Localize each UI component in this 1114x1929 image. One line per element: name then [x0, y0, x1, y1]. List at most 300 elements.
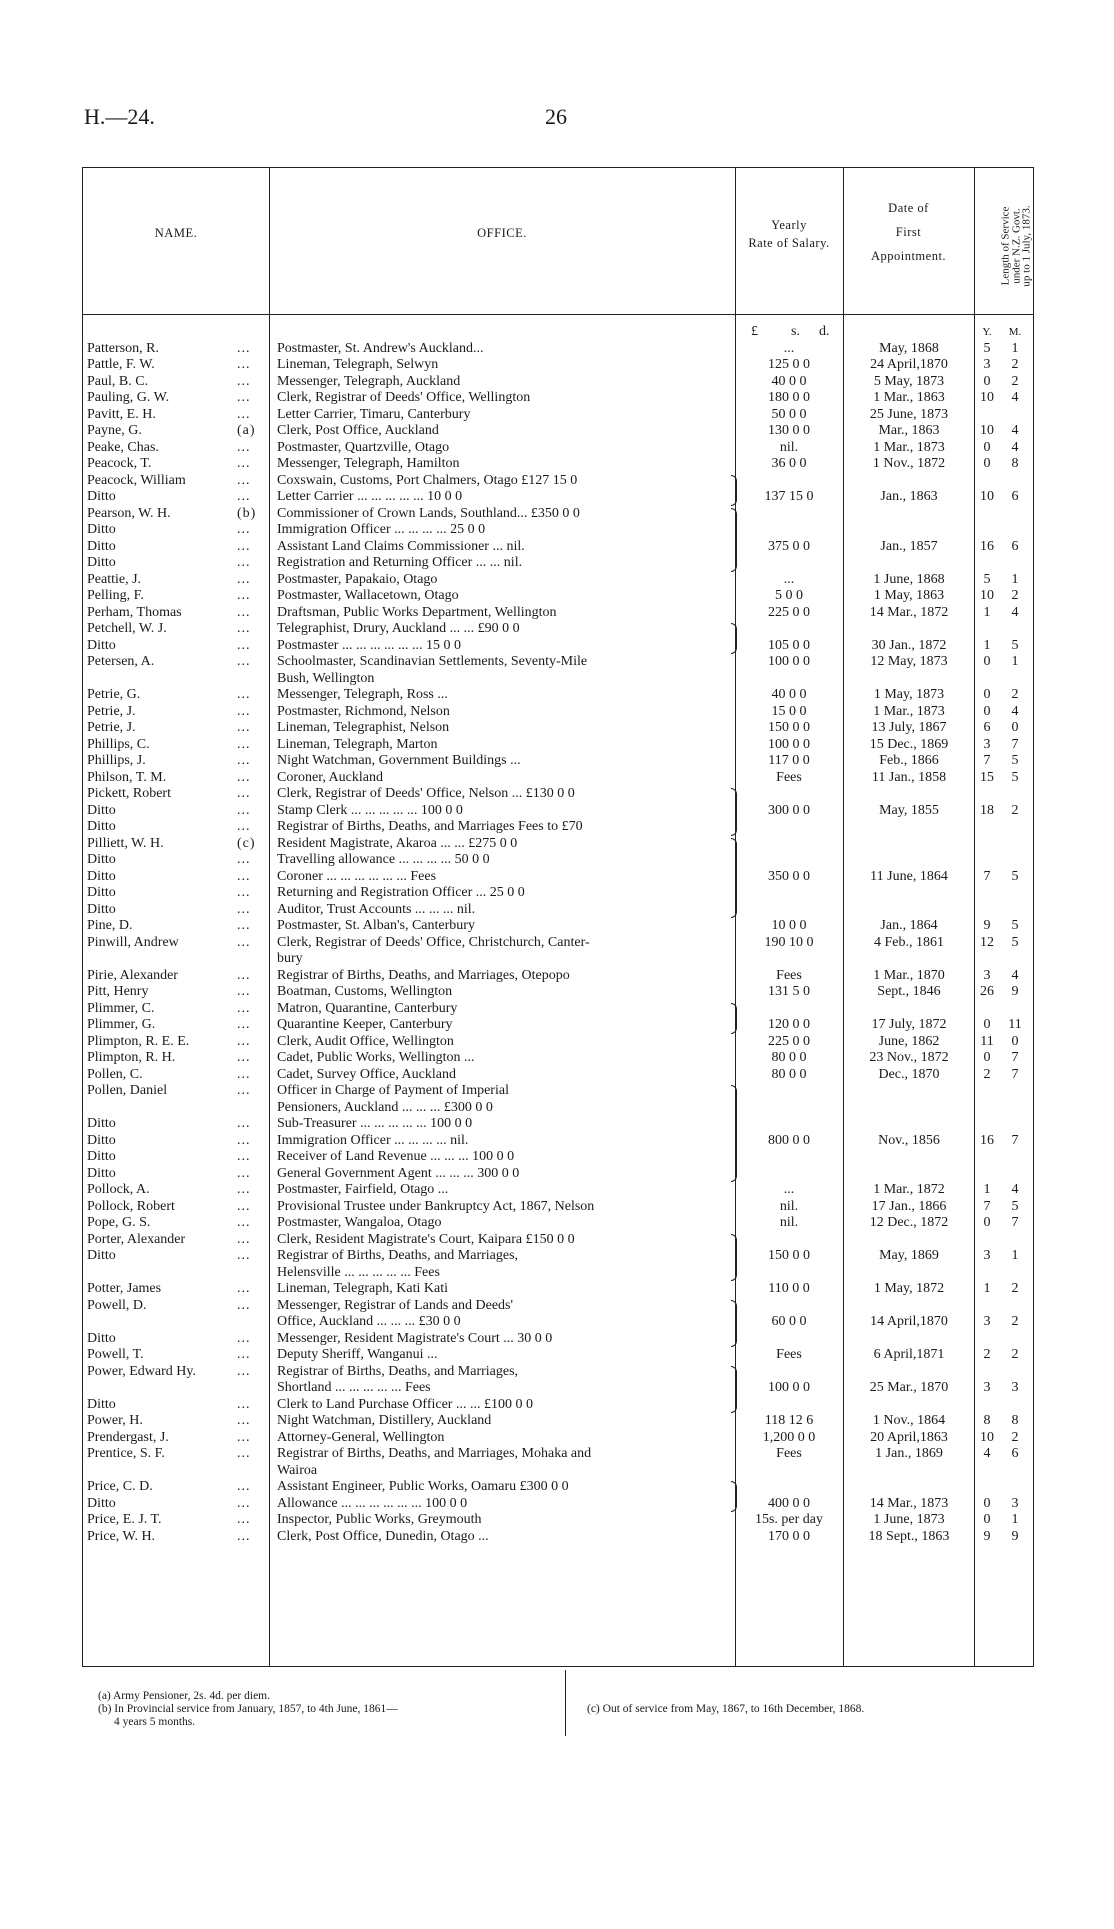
name-cell: Pine, D.: [87, 918, 133, 933]
service-years-cell: 0: [983, 439, 991, 455]
table-body: [83, 324, 1033, 1545]
name-cell: Porter, Alexander: [87, 1231, 186, 1247]
table-row: [83, 1133, 1033, 1150]
service-months-cell: 7: [1011, 1050, 1019, 1065]
footnote-b: (b) In Provincial service from January, 1857, to 4th June, 1861—: [98, 1703, 398, 1715]
name-cell: Payne, G.: [87, 423, 142, 438]
grouping-brace: [731, 1300, 737, 1348]
service-years-cell: 0: [983, 703, 991, 719]
name-cell: Ditto: [87, 538, 116, 554]
table-row: [83, 770, 1033, 787]
date-cell: 4 Feb., 1861: [874, 934, 944, 950]
office-cell: Sub-Treasurer ... ... ... ... ... 100 0 0: [277, 1116, 473, 1131]
date-cell: 1 Mar., 1873: [873, 703, 945, 719]
date-cell: May, 1868: [879, 340, 939, 356]
date-cell: 15 Dec., 1869: [869, 736, 949, 752]
table-row: [83, 1331, 1033, 1348]
name-cell: Pavitt, E. H.: [87, 406, 156, 422]
service-years-cell: 1: [983, 604, 991, 620]
office-cell: Bush, Wellington: [277, 670, 375, 686]
service-months-cell: 4: [1011, 390, 1019, 405]
name-note-cell: ...: [237, 390, 251, 405]
salary-cell: Fees: [776, 1347, 802, 1362]
salary-cell: 110 0 0: [768, 1281, 810, 1296]
name-note-cell: ...: [237, 736, 251, 752]
table-row: [83, 1496, 1033, 1513]
service-years-cell: 1: [983, 637, 991, 653]
service-months-cell: 4: [1011, 1182, 1019, 1197]
service-months-cell: 2: [1011, 373, 1019, 389]
name-cell: Ditto: [87, 1116, 116, 1131]
name-cell: Ditto: [87, 1330, 116, 1346]
table-row: [83, 836, 1033, 853]
office-cell: Allowance ... ... ... ... ... ... 100 0 0: [277, 1495, 468, 1511]
salary-cell: 40 0 0: [771, 687, 807, 702]
table-row: [83, 473, 1033, 490]
service-months-cell: 1: [1011, 1248, 1019, 1263]
date-cell: Jan., 1857: [880, 538, 938, 554]
service-months-cell: 4: [1011, 423, 1019, 438]
name-cell: Ditto: [87, 1132, 116, 1148]
salary-cell: nil.: [779, 1215, 799, 1230]
name-cell: Power, H.: [87, 1413, 143, 1428]
date-header-line: Date of: [888, 201, 929, 215]
service-years-cell: 0: [983, 1215, 991, 1230]
service-months-cell: 4: [1011, 703, 1019, 719]
name-note-cell: ...: [237, 1429, 251, 1445]
name-cell: Pollen, Daniel: [87, 1083, 168, 1098]
service-years-cell: 0: [983, 687, 991, 702]
office-cell: Registration and Returning Officer ... ... nil.: [277, 555, 523, 570]
table-row: [83, 968, 1033, 985]
table-row: [83, 1050, 1033, 1067]
date-cell: 13 July, 1867: [871, 720, 947, 735]
service-years-cell: 10: [980, 390, 994, 405]
service-years-cell: 0: [983, 1017, 991, 1032]
name-cell: Petrie, J.: [87, 703, 136, 719]
date-cell: 1 May, 1873: [873, 687, 945, 702]
table-row: [83, 819, 1033, 836]
grouping-brace: [731, 1234, 737, 1282]
table-row: [83, 786, 1033, 803]
name-cell: Phillips, C.: [87, 736, 150, 752]
table-row: [83, 374, 1033, 391]
name-note-cell: ...: [237, 1050, 251, 1065]
service-years-cell: 16: [980, 538, 994, 554]
name-cell: Price, C. D.: [87, 1479, 153, 1494]
table-row: [83, 1149, 1033, 1166]
table-row: [83, 803, 1033, 820]
salary-cell: 100 0 0: [768, 736, 810, 752]
table-row: [83, 720, 1033, 737]
salary-cell: 15 0 0: [771, 703, 807, 719]
salary-cell: 117 0 0: [768, 753, 810, 768]
office-cell: Immigration Officer ... ... ... ... nil.: [277, 1132, 469, 1148]
service-months-cell: 8: [1011, 456, 1019, 471]
name-note-cell: ...: [237, 1495, 251, 1511]
salary-cell: 50 0 0: [771, 406, 807, 422]
service-months-cell: 6: [1011, 489, 1019, 504]
salary-cell: Fees: [776, 967, 802, 983]
name-cell: Ditto: [87, 1165, 116, 1181]
service-years-cell: 3: [983, 357, 991, 372]
name-note-cell: ...: [237, 1528, 251, 1544]
rows-container: [83, 341, 1033, 1546]
name-column-header: NAME.: [154, 226, 198, 240]
name-note-cell: ...: [237, 406, 251, 422]
name-cell: Peattie, J.: [87, 571, 142, 587]
grouping-brace: [731, 1003, 737, 1034]
office-cell: Lineman, Telegraphist, Nelson: [277, 720, 450, 735]
date-cell: Mar., 1863: [878, 423, 940, 438]
service-months-cell: 5: [1011, 769, 1019, 785]
service-header-line: under N.Z. Govt.: [1009, 208, 1022, 284]
date-cell: Dec., 1870: [878, 1066, 940, 1082]
name-note-cell: ...: [237, 1396, 251, 1412]
service-months-cell: 1: [1011, 654, 1019, 669]
service-months-cell: 0: [1011, 1033, 1019, 1049]
name-note-cell: ...: [237, 1281, 251, 1296]
table-row: [83, 1100, 1033, 1117]
service-years-cell: 5: [983, 571, 991, 587]
salary-cell: 170 0 0: [768, 1528, 810, 1544]
office-cell: Messenger, Telegraph, Ross ...: [277, 687, 448, 702]
name-cell: Peake, Chas.: [87, 439, 159, 455]
footnote-divider: [565, 1670, 566, 1736]
service-years-cell: 1: [983, 1281, 991, 1296]
table-row: [83, 407, 1033, 424]
salary-cell: nil.: [779, 1198, 799, 1214]
name-note-cell: ...: [237, 967, 251, 983]
name-cell: Price, W. H.: [87, 1528, 156, 1544]
service-years-cell: 2: [983, 1347, 991, 1362]
name-note-cell: ...: [237, 571, 251, 587]
service-years-cell: 8: [983, 1413, 991, 1428]
name-cell: Paul, B. C.: [87, 373, 149, 389]
grouping-brace: [731, 838, 737, 919]
salary-cell: 80 0 0: [771, 1066, 807, 1082]
table-row: [83, 1265, 1033, 1282]
service-months-cell: 2: [1011, 1347, 1019, 1362]
name-note-cell: (a): [237, 423, 256, 438]
service-years-cell: 10: [980, 588, 994, 603]
name-note-cell: ...: [237, 984, 251, 999]
table-row: [83, 390, 1033, 407]
name-cell: Ditto: [87, 802, 116, 818]
date-cell: 1 Mar., 1863: [873, 390, 945, 405]
service-months-cell: 2: [1011, 588, 1019, 603]
office-cell: Immigration Officer ... ... ... ... 25 0 0: [277, 522, 486, 537]
header-rule: [83, 314, 1033, 315]
date-cell: Feb., 1866: [879, 753, 939, 768]
salary-cell: 800 0 0: [768, 1132, 810, 1148]
office-cell: Provisional Trustee under Bankruptcy Act, 1867, Nelson: [277, 1198, 595, 1214]
salary-cell: 100 0 0: [768, 654, 810, 669]
office-cell: Wairoa: [277, 1462, 318, 1478]
name-cell: Pauling, G. W.: [87, 390, 170, 405]
date-cell: May, 1855: [879, 802, 939, 818]
name-note-cell: ...: [237, 1512, 251, 1527]
salary-cell: 15s. per day: [754, 1512, 824, 1527]
office-cell: Letter Carrier ... ... ... ... ... 10 0 0: [277, 489, 463, 504]
name-note-cell: ...: [237, 1132, 251, 1148]
salary-cell: ...: [783, 571, 795, 587]
name-cell: Petchell, W. J.: [87, 621, 167, 636]
service-months-cell: 6: [1011, 1446, 1019, 1461]
service-months-cell: 5: [1011, 918, 1019, 933]
office-cell: Boatman, Customs, Wellington: [277, 984, 453, 999]
name-note-cell: ...: [237, 538, 251, 554]
service-months-cell: 5: [1011, 868, 1019, 884]
table-row: [83, 440, 1033, 457]
office-cell: Assistant Land Claims Commissioner ... nil.: [277, 538, 525, 554]
salary-cell: 131 5 0: [768, 984, 810, 999]
name-cell: Plimmer, G.: [87, 1017, 156, 1032]
office-cell: Office, Auckland ... ... ... £30 0 0: [277, 1314, 461, 1329]
office-cell: General Government Agent ... ... ... 300 0 0: [277, 1165, 520, 1181]
office-cell: Resident Magistrate, Akaroa ... ... £275 0 0: [277, 835, 518, 851]
service-months-cell: 2: [1011, 802, 1019, 818]
service-years-cell: 1: [983, 1182, 991, 1197]
salary-cell: 130 0 0: [768, 423, 810, 438]
date-cell: 20 April,1863: [870, 1429, 948, 1445]
office-cell: Postmaster, Wangaloa, Otago: [277, 1215, 442, 1230]
name-note-cell: ...: [237, 1215, 251, 1230]
name-note-cell: ...: [237, 357, 251, 372]
office-cell: Stamp Clerk ... ... ... ... ... 100 0 0: [277, 802, 463, 818]
office-cell: Clerk, Audit Office, Wellington: [277, 1033, 454, 1049]
service-months-cell: 7: [1011, 1215, 1019, 1230]
office-cell: Messenger, Telegraph, Auckland: [277, 373, 461, 389]
office-cell: Clerk, Post Office, Auckland: [277, 423, 439, 438]
service-years-cell: 0: [983, 373, 991, 389]
service-months-cell: 1: [1011, 1512, 1019, 1527]
name-cell: Pollock, A.: [87, 1182, 150, 1197]
office-cell: Cadet, Survey Office, Auckland: [277, 1066, 456, 1082]
service-months-cell: 2: [1011, 1429, 1019, 1445]
table-row: [83, 1281, 1033, 1298]
table-row: [83, 1314, 1033, 1331]
name-note-cell: ...: [237, 1446, 251, 1461]
salary-cell: 350 0 0: [768, 868, 810, 884]
name-note-cell: ...: [237, 340, 251, 356]
salary-cell: 40 0 0: [771, 373, 807, 389]
office-cell: Registrar of Births, Deaths, and Marriages,: [277, 1363, 519, 1379]
grouping-brace: [731, 788, 737, 836]
name-cell: Ditto: [87, 555, 116, 570]
name-note-cell: ...: [237, 522, 251, 537]
name-cell: Pitt, Henry: [87, 984, 149, 999]
units-row: [83, 324, 1033, 341]
service-column-header: [1001, 172, 1031, 320]
name-note-cell: ...: [237, 1347, 251, 1362]
name-note-cell: ...: [237, 819, 251, 834]
name-cell: Peacock, T.: [87, 456, 152, 471]
table-row: [83, 357, 1033, 374]
name-cell: Plimmer, C.: [87, 1000, 155, 1016]
salary-cell: ...: [783, 1182, 795, 1197]
office-cell: Inspector, Public Works, Greymouth: [277, 1512, 482, 1527]
table-row: [83, 1380, 1033, 1397]
table-row: [83, 1248, 1033, 1265]
service-months-cell: 2: [1011, 1281, 1019, 1296]
table-row: [83, 1199, 1033, 1216]
salary-cell: 137 15 0: [764, 489, 814, 504]
pounds-unit: £: [751, 324, 758, 339]
name-note-cell: ...: [237, 753, 251, 768]
service-header-line: Length of Service: [999, 206, 1012, 286]
name-cell: Pollock, Robert: [87, 1198, 175, 1214]
name-note-cell: ...: [237, 588, 251, 603]
date-cell: 1 May, 1863: [873, 588, 945, 603]
name-note-cell: (c): [237, 835, 256, 851]
salary-cell: 180 0 0: [768, 390, 810, 405]
service-months-cell: 5: [1011, 637, 1019, 653]
table-row: [83, 671, 1033, 688]
table-row: [83, 1479, 1033, 1496]
office-column-header: OFFICE.: [477, 226, 527, 240]
service-months-cell: 4: [1011, 967, 1019, 983]
office-cell: Postmaster, Wallacetown, Otago: [277, 588, 459, 603]
grouping-brace: [731, 623, 737, 654]
office-cell: Coroner ... ... ... ... ... ... Fees: [277, 868, 437, 884]
months-unit: M.: [1008, 326, 1022, 338]
service-months-cell: 5: [1011, 934, 1019, 950]
name-cell: Ditto: [87, 885, 116, 900]
name-note-cell: (b): [237, 505, 257, 521]
service-years-cell: 15: [980, 769, 994, 785]
date-cell: 1 Mar., 1872: [873, 1182, 945, 1197]
table-row: [83, 951, 1033, 968]
name-note-cell: ...: [237, 720, 251, 735]
service-years-cell: 0: [983, 654, 991, 669]
table-row: [83, 885, 1033, 902]
office-cell: Schoolmaster, Scandinavian Settlements, Seventy-Mile: [277, 654, 588, 669]
date-cell: 1 Mar., 1873: [873, 439, 945, 455]
service-months-cell: 9: [1011, 1528, 1019, 1544]
name-note-cell: ...: [237, 1248, 251, 1263]
name-note-cell: ...: [237, 489, 251, 504]
date-cell: 25 June, 1873: [869, 406, 949, 422]
office-cell: Clerk, Resident Magistrate's Court, Kaipara £150 0 0: [277, 1231, 575, 1247]
table-row: [83, 638, 1033, 655]
office-cell: Assistant Engineer, Public Works, Oamaru £300 0 0: [277, 1479, 569, 1494]
name-cell: Pilliett, W. H.: [87, 835, 164, 851]
name-note-cell: ...: [237, 934, 251, 950]
service-months-cell: 4: [1011, 439, 1019, 455]
salary-cell: 120 0 0: [768, 1017, 810, 1032]
name-cell: Ditto: [87, 1396, 116, 1412]
name-note-cell: ...: [237, 604, 251, 620]
table-row: [83, 506, 1033, 523]
office-cell: Messenger, Resident Magistrate's Court ... 30 0 0: [277, 1330, 553, 1346]
name-cell: Price, E. J. T.: [87, 1512, 162, 1527]
office-cell: Postmaster, Quartzville, Otago: [277, 439, 450, 455]
office-cell: Clerk to Land Purchase Officer ... ... £100 0 0: [277, 1396, 533, 1412]
name-cell: Powell, D.: [87, 1297, 147, 1313]
date-cell: 25 Mar., 1870: [869, 1380, 949, 1395]
table-row: [83, 1017, 1033, 1034]
table-row: [83, 1446, 1033, 1463]
service-months-cell: 1: [1011, 571, 1019, 587]
name-cell: Powell, T.: [87, 1347, 144, 1362]
footnote-b-continued: 4 years 5 months.: [114, 1716, 196, 1728]
service-years-cell: 0: [983, 1050, 991, 1065]
office-cell: Postmaster, Papakaio, Otago: [277, 571, 438, 587]
service-years-cell: 0: [983, 1495, 991, 1511]
date-cell: Nov., 1856: [878, 1132, 940, 1148]
name-cell: Pickett, Robert: [87, 786, 171, 801]
table-row: [83, 902, 1033, 919]
grouping-brace: [731, 1481, 737, 1512]
office-cell: Pensioners, Auckland ... ... ... £300 0 0: [277, 1099, 493, 1115]
date-cell: 14 Mar., 1873: [869, 1495, 949, 1511]
table-row: [83, 456, 1033, 473]
office-cell: Commissioner of Crown Lands, Southland... £350 0 0: [277, 505, 580, 521]
footnote-c: (c) Out of service from May, 1867, to 16th December, 1868.: [587, 1703, 865, 1715]
salary-cell: 5 0 0: [775, 588, 803, 603]
service-years-cell: 3: [983, 1314, 991, 1329]
salary-cell: 190 10 0: [764, 934, 814, 950]
service-months-cell: 3: [1011, 1495, 1019, 1511]
office-cell: Clerk, Registrar of Deeds' Office, Nelson ... £130 0 0: [277, 786, 575, 801]
name-note-cell: ...: [237, 1198, 251, 1214]
table-row: [83, 852, 1033, 869]
salary-cell: ...: [783, 340, 795, 356]
service-years-cell: 12: [980, 934, 994, 950]
service-years-cell: 7: [983, 753, 991, 768]
office-cell: Travelling allowance ... ... ... ... 50 0 0: [277, 852, 490, 867]
service-years-cell: 10: [980, 423, 994, 438]
table-row: [83, 1463, 1033, 1480]
date-cell: 14 Mar., 1872: [869, 604, 949, 620]
salary-cell: Fees: [776, 769, 802, 785]
table-row: [83, 1347, 1033, 1364]
table-row: [83, 984, 1033, 1001]
name-cell: Ditto: [87, 1495, 116, 1511]
name-note-cell: ...: [237, 654, 251, 669]
salary-cell: 1,200 0 0: [762, 1429, 816, 1445]
name-cell: Prendergast, J.: [87, 1429, 169, 1445]
name-cell: Ditto: [87, 1149, 116, 1164]
name-note-cell: ...: [237, 1149, 251, 1164]
name-cell: Pearson, W. H.: [87, 505, 171, 521]
service-years-cell: 6: [983, 720, 991, 735]
table-row: [83, 621, 1033, 638]
date-column-header: [843, 196, 974, 268]
date-cell: 18 Sept., 1863: [868, 1528, 950, 1544]
name-cell: Phillips, J.: [87, 753, 146, 768]
office-cell: Messenger, Telegraph, Hamilton: [277, 456, 460, 471]
date-cell: 17 July, 1872: [871, 1017, 947, 1032]
office-cell: Returning and Registration Officer ... 25 0 0: [277, 885, 525, 900]
name-note-cell: ...: [237, 852, 251, 867]
name-cell: Patterson, R.: [87, 340, 159, 356]
name-note-cell: ...: [237, 555, 251, 570]
name-note-cell: ...: [237, 472, 251, 488]
office-cell: Auditor, Trust Accounts ... ... ... nil.: [277, 901, 476, 917]
service-months-cell: 8: [1011, 1413, 1019, 1428]
salary-cell: Fees: [776, 1446, 802, 1461]
office-cell: Registrar of Births, Deaths, and Marriages,: [277, 1248, 519, 1263]
date-cell: 6 April,1871: [873, 1347, 945, 1362]
office-cell: Telegraphist, Drury, Auckland ... ... £90 0 0: [277, 621, 520, 636]
service-years-cell: 11: [980, 1033, 994, 1049]
service-months-cell: 11: [1008, 1017, 1022, 1032]
office-cell: Postmaster, St. Alban's, Canterbury: [277, 918, 475, 933]
name-note-cell: ...: [237, 1017, 251, 1032]
table-row: [83, 753, 1033, 770]
